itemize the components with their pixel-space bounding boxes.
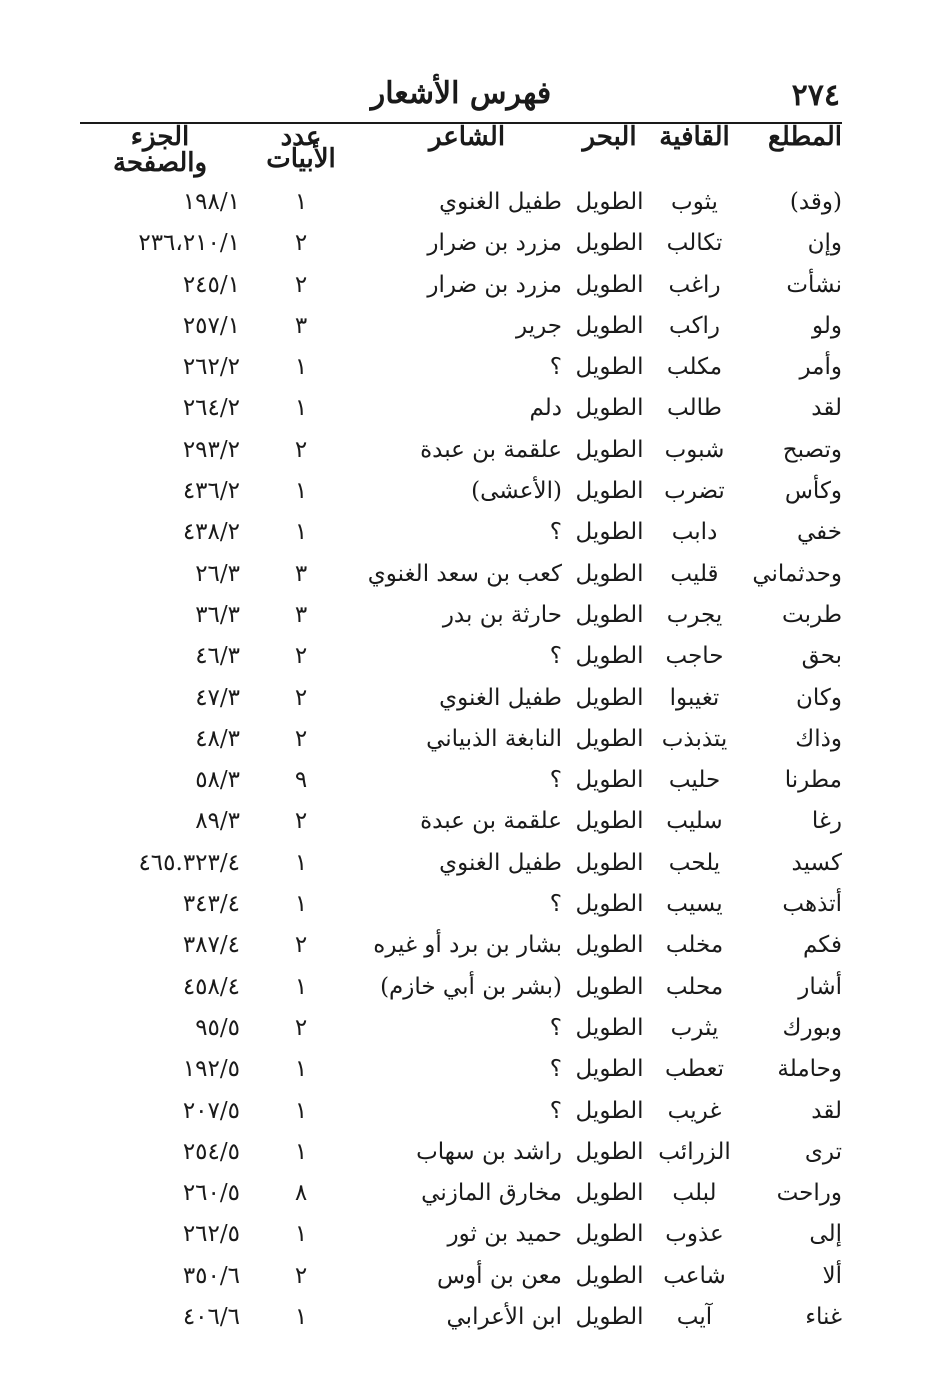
- verse-count-cell: ١: [294, 354, 308, 381]
- poet-cell: كعب بن سعد الغنوي: [367, 560, 562, 587]
- volume-page-cell: ٥٨/٣: [195, 767, 240, 794]
- table-row: [0, 1049, 942, 1090]
- poet-cell: دلم: [529, 395, 562, 422]
- matla-cell: أتذهب: [782, 891, 842, 918]
- bahr-cell: الطويل: [575, 684, 644, 711]
- matla-cell: نشأت: [786, 271, 842, 298]
- matla-cell: أشار: [798, 973, 842, 1000]
- verse-count-cell: ١: [294, 1056, 308, 1083]
- verse-count-cell: ١: [294, 519, 308, 546]
- bahr-cell: الطويل: [575, 189, 644, 215]
- bahr-cell: الطويل: [575, 1097, 644, 1124]
- verse-count-cell: ٢: [294, 725, 308, 752]
- table-row: [0, 223, 942, 264]
- poet-cell: طفيل الغنوي: [439, 189, 562, 215]
- matla-cell: مطرنا: [784, 767, 842, 794]
- qafia-cell: يثوب: [671, 189, 718, 215]
- verse-count-cell: ١: [294, 478, 308, 505]
- bahr-cell: الطويل: [575, 395, 644, 422]
- poet-cell: ؟: [549, 1056, 562, 1083]
- qafia-cell: الزرائب: [658, 1138, 731, 1165]
- matla-cell: (وقد): [789, 189, 842, 215]
- verse-count-cell: ٩: [294, 767, 308, 794]
- qafia-cell: عذوب: [665, 1221, 724, 1248]
- table-row: [0, 801, 942, 842]
- table-row: [0, 1297, 942, 1338]
- verse-count-cell: ١: [294, 973, 308, 1000]
- volume-page-cell: ٢٣٦،٢١٠/١: [138, 230, 240, 257]
- matla-cell: وحدثماني: [752, 560, 842, 587]
- bahr-cell: الطويل: [575, 560, 644, 587]
- matla-cell: وإن: [807, 230, 842, 257]
- table-row: [0, 306, 942, 347]
- page-number: ٢٧٤: [791, 78, 840, 113]
- poet-cell: النابغة الذبياني: [426, 725, 562, 752]
- bahr-cell: الطويل: [575, 436, 644, 463]
- verse-count-cell: ١: [294, 1304, 308, 1331]
- column-header-count-line2: الأبيات: [266, 144, 336, 174]
- qafia-cell: غريب: [667, 1097, 722, 1124]
- volume-page-cell: ٣٦/٣: [195, 601, 240, 628]
- bahr-cell: الطويل: [575, 354, 644, 381]
- volume-page-cell: ٣٤٣/٤: [182, 891, 240, 918]
- poet-cell: (الأعشى): [471, 478, 562, 505]
- poet-cell: معن بن أوس: [436, 1262, 562, 1289]
- volume-page-cell: ٢٩٣/٢: [182, 436, 240, 463]
- table-row: [0, 1132, 942, 1173]
- bahr-cell: الطويل: [575, 808, 644, 835]
- verse-count-cell: ٢: [294, 271, 308, 298]
- verse-count-cell: ١: [294, 189, 308, 215]
- table-row: [0, 512, 942, 553]
- volume-page-cell: ٢٦/٣: [195, 560, 240, 587]
- volume-page-cell: ٤٠٦/٦: [182, 1304, 240, 1331]
- volume-page-cell: ٤٦٥.٣٢٣/٤: [138, 849, 240, 876]
- volume-page-cell: ٣٨٧/٤: [182, 932, 240, 959]
- qafia-cell: يثرب: [670, 1014, 719, 1041]
- bahr-cell: الطويل: [575, 1014, 644, 1041]
- poet-cell: ؟: [549, 643, 562, 670]
- bahr-cell: الطويل: [575, 519, 644, 546]
- column-header-shaer: الشاعر: [428, 122, 506, 152]
- table-row: [0, 925, 942, 966]
- verse-count-cell: ٢: [294, 1014, 308, 1041]
- matla-cell: وأمر: [799, 354, 842, 381]
- poet-cell: حارثة بن بدر: [442, 601, 562, 628]
- verse-count-cell: ٢: [294, 932, 308, 959]
- verse-count-cell: ١: [294, 891, 308, 918]
- bahr-cell: الطويل: [575, 230, 644, 257]
- verse-count-cell: ٢: [294, 684, 308, 711]
- verse-count-cell: ١: [294, 1138, 308, 1165]
- volume-page-cell: ١٩٨/١: [182, 189, 240, 215]
- table-row: [0, 760, 942, 801]
- verse-count-cell: ٣: [294, 312, 308, 339]
- table-row: [0, 1091, 942, 1132]
- qafia-cell: قليب: [670, 560, 719, 587]
- table-row: [0, 1256, 942, 1297]
- poet-cell: ؟: [549, 1097, 562, 1124]
- index-table: [0, 182, 942, 1338]
- verse-count-cell: ٨: [294, 1180, 308, 1207]
- qafia-cell: لبلب: [672, 1180, 717, 1207]
- volume-page-cell: ٤٥٨/٤: [182, 973, 240, 1000]
- verse-count-cell: ٣: [294, 601, 308, 628]
- page-header: [80, 72, 842, 124]
- table-row: [0, 967, 942, 1008]
- table-row: [0, 471, 942, 512]
- bahr-cell: الطويل: [575, 601, 644, 628]
- table-row: [0, 595, 942, 636]
- table-row: [0, 843, 942, 884]
- volume-page-cell: ٢٥٧/١: [182, 312, 240, 339]
- volume-page-cell: ٤٨/٣: [195, 725, 240, 752]
- table-row: [0, 554, 942, 595]
- poet-cell: طفيل الغنوي: [439, 684, 562, 711]
- volume-page-cell: ٢٦٠/٥: [182, 1180, 240, 1207]
- verse-count-cell: ٣: [294, 560, 308, 587]
- qafia-cell: مخلب: [665, 932, 724, 959]
- bahr-cell: الطويل: [575, 271, 644, 298]
- qafia-cell: تعطب: [665, 1056, 724, 1083]
- poet-cell: علقمة بن عبدة: [420, 808, 562, 835]
- verse-count-cell: ١: [294, 1221, 308, 1248]
- qafia-cell: آيب: [676, 1304, 713, 1331]
- qafia-cell: راكب: [668, 312, 721, 339]
- table-row: [0, 636, 942, 677]
- volume-page-cell: ٤٣٨/٢: [182, 519, 240, 546]
- poet-cell: راشد بن سهاب: [416, 1138, 562, 1165]
- column-header-bahr: البحر: [582, 122, 637, 152]
- volume-page-cell: ٨٩/٣: [195, 808, 240, 835]
- volume-page-cell: ٢٦٤/٢: [182, 395, 240, 422]
- bahr-cell: الطويل: [575, 1138, 644, 1165]
- verse-count-cell: ٢: [294, 230, 308, 257]
- matla-cell: وبورك: [782, 1014, 842, 1041]
- qafia-cell: حليب: [668, 767, 721, 794]
- poet-cell: ؟: [549, 519, 562, 546]
- bahr-cell: الطويل: [575, 1221, 644, 1248]
- verse-count-cell: ٢: [294, 1262, 308, 1289]
- column-header-qafia: القافية: [659, 122, 730, 152]
- bahr-cell: الطويل: [575, 1304, 644, 1331]
- table-row: [0, 884, 942, 925]
- bahr-cell: الطويل: [575, 478, 644, 505]
- qafia-cell: حاجب: [665, 643, 724, 670]
- volume-page-cell: ٩٥/٥: [195, 1014, 240, 1041]
- matla-cell: ترى: [804, 1138, 842, 1165]
- matla-cell: ولو: [812, 312, 842, 339]
- bahr-cell: الطويل: [575, 725, 644, 752]
- qafia-cell: تضرب: [664, 478, 725, 505]
- matla-cell: وتصبح: [782, 436, 842, 463]
- table-row: [0, 1008, 942, 1049]
- table-row: [0, 719, 942, 760]
- qafia-cell: تكالب: [666, 230, 723, 257]
- bahr-cell: الطويل: [575, 932, 644, 959]
- poet-cell: علقمة بن عبدة: [420, 436, 562, 463]
- bahr-cell: الطويل: [575, 767, 644, 794]
- table-row: [0, 388, 942, 429]
- table-row: [0, 1173, 942, 1214]
- matla-cell: وكان: [796, 684, 842, 711]
- verse-count-cell: ١: [294, 849, 308, 876]
- poet-cell: مزرد بن ضرار: [427, 271, 562, 298]
- qafia-cell: محلب: [665, 973, 724, 1000]
- poet-cell: بشار بن برد أو غيره: [373, 932, 562, 959]
- qafia-cell: طالب: [667, 395, 722, 422]
- table-row: [0, 265, 942, 306]
- volume-page-cell: ٤٣٦/٢: [182, 478, 240, 505]
- qafia-cell: شاعب: [663, 1262, 726, 1289]
- poet-cell: حميد بن ثور: [447, 1221, 562, 1248]
- matla-cell: رغا: [811, 808, 842, 835]
- poet-cell: جرير: [516, 312, 562, 339]
- verse-count-cell: ٢: [294, 436, 308, 463]
- table-row: [0, 182, 942, 223]
- qafia-cell: راغب: [668, 271, 721, 298]
- matla-cell: طربت: [782, 601, 842, 628]
- volume-page-cell: ٢٦٢/٢: [182, 354, 240, 381]
- volume-page-cell: ٢٦٢/٥: [182, 1221, 240, 1248]
- matla-cell: لقد: [811, 1097, 842, 1124]
- verse-count-cell: ٢: [294, 643, 308, 670]
- matla-cell: لقد: [811, 395, 842, 422]
- poet-cell: ؟: [549, 767, 562, 794]
- table-row: [0, 678, 942, 719]
- verse-count-cell: ٢: [294, 808, 308, 835]
- bahr-cell: الطويل: [575, 1056, 644, 1083]
- matla-cell: غناء: [805, 1304, 842, 1331]
- volume-page-cell: ١٩٢/٥: [182, 1056, 240, 1083]
- bahr-cell: الطويل: [575, 643, 644, 670]
- bahr-cell: الطويل: [575, 312, 644, 339]
- qafia-cell: يسيب: [666, 891, 723, 918]
- volume-page-cell: ٣٥٠/٦: [182, 1262, 240, 1289]
- matla-cell: بحق: [801, 643, 842, 670]
- volume-page-cell: ٢٥٤/٥: [182, 1138, 240, 1165]
- poet-cell: مخارق المازني: [421, 1180, 562, 1207]
- qafia-cell: يلحب: [668, 849, 721, 876]
- matla-cell: ألا: [822, 1262, 842, 1289]
- volume-page-cell: ٢٠٧/٥: [182, 1097, 240, 1124]
- poet-cell: طفيل الغنوي: [439, 849, 562, 876]
- verse-count-cell: ١: [294, 395, 308, 422]
- bahr-cell: الطويل: [575, 1262, 644, 1289]
- verse-count-cell: ١: [294, 1097, 308, 1124]
- poet-cell: ؟: [549, 891, 562, 918]
- poet-cell: ؟: [549, 1014, 562, 1041]
- table-row: [0, 430, 942, 471]
- qafia-cell: سليب: [666, 808, 723, 835]
- matla-cell: وكأس: [784, 478, 842, 505]
- page-title: فهرس الأشعار: [370, 76, 552, 111]
- qafia-cell: يتذبذب: [661, 725, 728, 752]
- poet-cell: ؟: [549, 354, 562, 381]
- table-row: [0, 347, 942, 388]
- poet-cell: (بشر بن أبي خازم): [380, 973, 562, 1000]
- matla-cell: وراحت: [776, 1180, 842, 1207]
- bahr-cell: الطويل: [575, 891, 644, 918]
- bahr-cell: الطويل: [575, 849, 644, 876]
- bahr-cell: الطويل: [575, 1180, 644, 1207]
- column-header-matla: المطلع: [768, 122, 842, 152]
- poet-cell: مزرد بن ضرار: [427, 230, 562, 257]
- qafia-cell: مكلب: [666, 354, 723, 381]
- qafia-cell: يجرب: [666, 601, 723, 628]
- volume-page-cell: ٤٧/٣: [195, 684, 240, 711]
- matla-cell: فكم: [802, 932, 842, 959]
- column-header-count-line1: عدد: [280, 122, 322, 152]
- matla-cell: كسيد: [791, 849, 842, 876]
- column-header-ref: الجزء والصفحة: [112, 122, 208, 178]
- volume-page-cell: ٢٤٥/١: [182, 271, 240, 298]
- poet-cell: ابن الأعرابي: [446, 1304, 562, 1331]
- qafia-cell: شبوب: [664, 436, 725, 463]
- matla-cell: وحاملة: [777, 1056, 842, 1083]
- volume-page-cell: ٤٦/٣: [195, 643, 240, 670]
- table-row: [0, 1214, 942, 1255]
- qafia-cell: دابب: [671, 519, 718, 546]
- column-header-count: [260, 124, 342, 180]
- qafia-cell: تغيبوا: [669, 684, 720, 711]
- matla-cell: وذاك: [795, 725, 842, 752]
- matla-cell: خفي: [796, 519, 842, 546]
- matla-cell: إلى: [809, 1221, 842, 1248]
- bahr-cell: الطويل: [575, 973, 644, 1000]
